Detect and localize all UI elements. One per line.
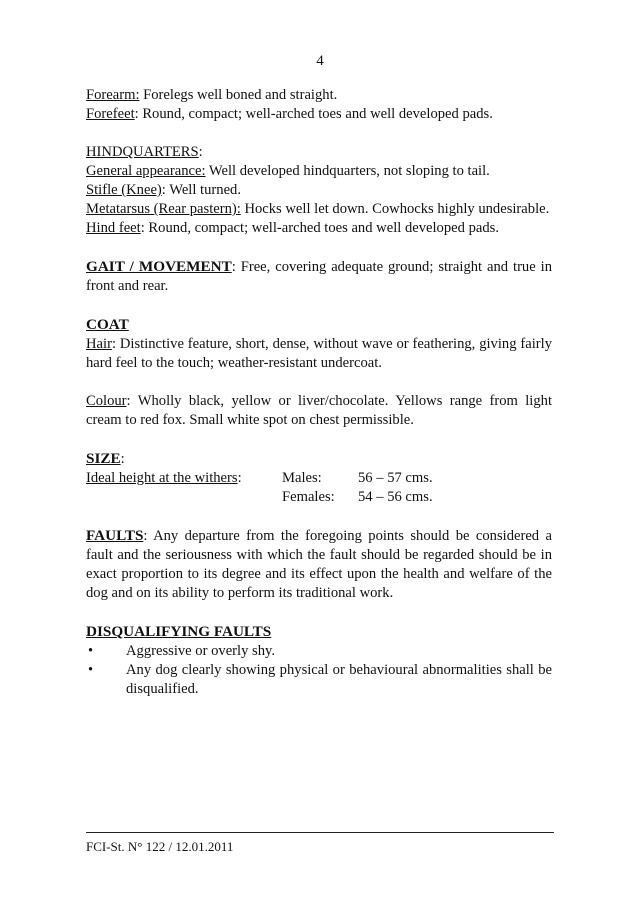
size-empty-cell xyxy=(86,488,282,507)
hair-label: Hair xyxy=(86,336,112,352)
hind-feet-label: Hind feet xyxy=(86,220,141,236)
stifle-text: : Well turned. xyxy=(161,182,241,198)
metatarsus-text: Hocks well let down. Cowhocks highly undesirable. xyxy=(240,201,550,217)
size-label-suffix: : xyxy=(237,470,242,486)
hair-text: : Distinctive feature, short, dense, without wave or feathering, giving fairly hard feel to the touch; weather-resistant undercoat. xyxy=(86,336,552,371)
hindquarters-heading-text: HINDQUARTERS xyxy=(86,144,199,160)
general-appearance-paragraph xyxy=(86,162,552,181)
colour-text: : Wholly black, yellow or liver/chocolate. Yellows range from light cream to red fox. Small white spot on chest permissible. xyxy=(86,393,552,428)
size-heading xyxy=(86,449,552,469)
metatarsus-label: Metatarsus (Rear pastern): xyxy=(86,201,241,217)
list-item-text: Any dog clearly showing physical or behavioural abnormalities shall be disqualified. xyxy=(126,662,552,697)
hindquarters-heading xyxy=(86,143,552,162)
bullet-icon: • xyxy=(88,643,94,659)
males-label: Males: xyxy=(282,470,322,486)
females-label: Females: xyxy=(282,489,335,505)
hindquarters-heading-suffix: : xyxy=(198,144,203,160)
gait-text: : Free, covering adequate ground; straight and true in front and rear. xyxy=(86,259,552,294)
forefeet-label: Forefeet xyxy=(86,106,135,122)
forearm-label: Forearm: xyxy=(86,87,140,103)
colour-label: Colour xyxy=(86,393,127,409)
size-label-cell xyxy=(86,469,282,488)
forearm-paragraph xyxy=(86,86,552,105)
size-heading-text: SIZE xyxy=(86,450,121,467)
stifle-label: Stifle (Knee) xyxy=(86,182,162,198)
forefeet-text: : Round, compact; well-arched toes and well developed pads. xyxy=(134,106,493,122)
forearm-text: Forelegs well boned and straight. xyxy=(139,87,338,103)
gait-heading: GAIT / MOVEMENT xyxy=(86,258,232,275)
disqualifying-heading xyxy=(86,622,552,642)
faults-text: : Any departure from the foregoing points should be considered a fault and the seriousness with which the fault should be regarded should be in exact proportion to its degree and its effect upon the health and welfare of the dog and on its ability to perform its traditional work. xyxy=(86,528,552,601)
forefeet-paragraph xyxy=(86,105,552,124)
faults-paragraph xyxy=(86,526,552,603)
general-appearance-label: General appearance: xyxy=(86,163,206,179)
list-item xyxy=(86,642,552,661)
metatarsus-paragraph xyxy=(86,200,552,219)
males-value: 56 – 57 cms. xyxy=(358,470,433,486)
standard-body xyxy=(86,86,552,699)
disqualifying-heading-text: DISQUALIFYING FAULTS xyxy=(86,623,272,640)
size-label: Ideal height at the withers xyxy=(86,470,238,486)
hind-feet-paragraph xyxy=(86,219,552,238)
page-number: 4 xyxy=(316,53,324,69)
hair-paragraph xyxy=(86,335,552,373)
list-item-text: Aggressive or overly shy. xyxy=(126,643,276,659)
coat-heading xyxy=(86,315,552,335)
bullet-icon: • xyxy=(88,662,94,678)
footer-divider xyxy=(86,832,554,833)
coat-heading-text: COAT xyxy=(86,316,129,333)
general-appearance-text: Well developed hindquarters, not sloping to tail. xyxy=(205,163,490,179)
faults-heading: FAULTS xyxy=(86,527,144,544)
size-row-males xyxy=(86,469,552,488)
size-heading-suffix: : xyxy=(120,451,125,467)
hind-feet-text: : Round, compact; well-arched toes and well developed pads. xyxy=(140,220,499,236)
stifle-paragraph xyxy=(86,181,552,200)
size-row-females xyxy=(86,488,552,507)
colour-paragraph xyxy=(86,392,552,430)
list-item xyxy=(86,661,552,699)
gait-paragraph xyxy=(86,257,552,296)
footer-reference: FCI-St. N° 122 / 12.01.2011 xyxy=(86,839,234,854)
disqualifying-list xyxy=(86,642,552,699)
females-value: 54 – 56 cms. xyxy=(358,489,433,505)
